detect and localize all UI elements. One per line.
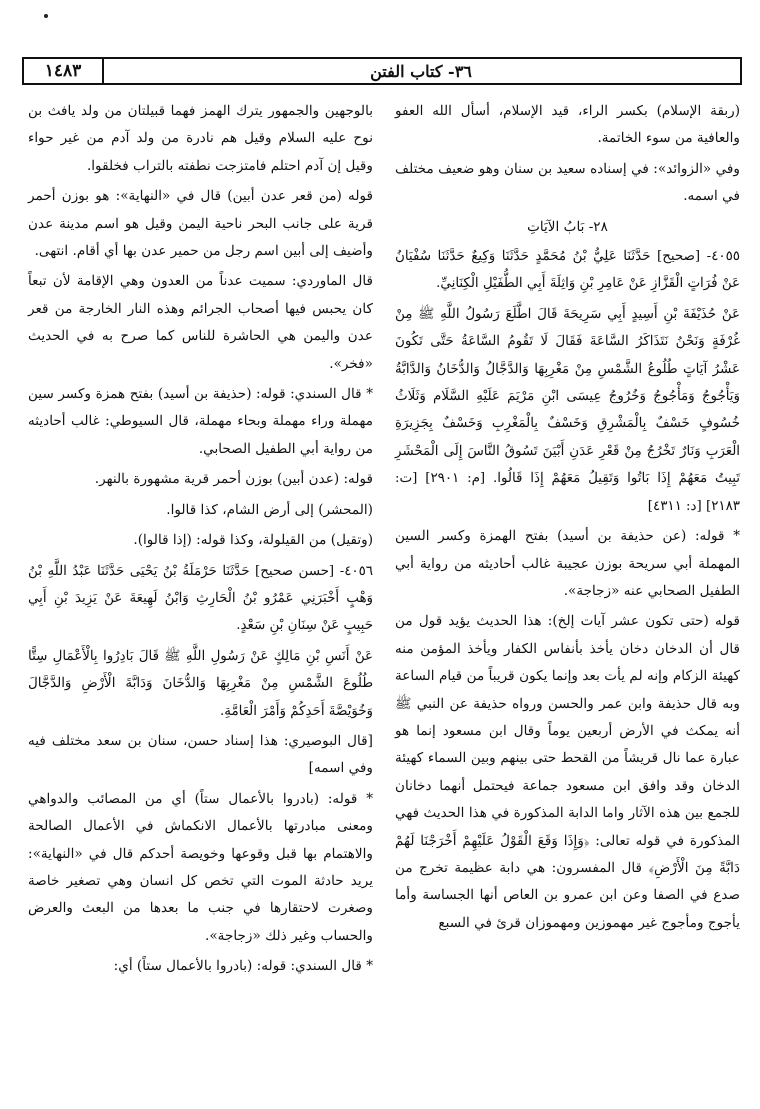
paragraph-taqil: (وتقيل) من القيلولة، وكذا قوله: (إذا قالوا). <box>133 532 373 549</box>
paragraph-sindi: * قال السندي: قوله: (حذيفة بن أسيد) بفتح همزة وكسر سين مهملة وراء مهملة وبحاء مهملة، قال السيوطي: غالب أحاديثه من رواية أبي الطفيل الصحابي. <box>28 386 373 457</box>
paragraph-zawaid: وفي «الزوائد»: في إسناده سعيد بن سنان وهو ضعيف مختلف في اسمه. <box>395 160 740 205</box>
chapter-title: ٣٦- كتاب الفتن <box>370 61 472 81</box>
paragraph-ribqa: (ربقة الإسلام) بكسر الراء، قيد الإسلام، أسأل الله العفو والعافية من سوء الخاتمة. <box>395 103 740 147</box>
right-column <box>395 98 740 940</box>
paragraph-busiri: [قال البوصيري: هذا إسناد حسن، سنان بن سعد مختلف فيه وفي اسمه] <box>28 732 373 777</box>
section-heading-ayat: ٢٨- بَابُ الآيَاتِ <box>527 218 608 235</box>
paragraph-aden-note: قوله: (عدن أبين) بوزن أحمر قرية مشهورة بالنهر. <box>94 471 373 488</box>
commentary-baadiru: * قوله: (بادروا بالأعمال ستاً) أي من المصائب والدواهي ومعنى مبادرتها بالأعمال الانكماش في الأعمال الصالحة والاهتمام بها قبل وقوعها وخويصة أحدكم قال في «النهاية»: يريد حادثة الموت التي تخص كل انسان وهي تصغير خاصة وصغرت لاحتقارها في جنب ما بعدها من البعث والعرض والحساب وغير ذلك «زجاجة». <box>28 790 373 944</box>
paragraph-sindi-end: * قال السندي: قوله: (بادروا بالأعمال ستاً) أي: <box>113 958 373 975</box>
hadith-4055-matn: عَنْ حُذَيْفَةَ بْنِ أَسِيدٍ أَبِي سَرِيحَةَ قَالَ اطَّلَعَ رَسُولُ اللَّهِ ﷺ مِنْ غُرْفَةٍ وَنَحْنُ نَتَذَاكَرُ السَّاعَةَ فَقَالَ لَا تَقُومُ السَّاعَةُ حَتَّى تَكُونَ عَشْرُ آيَاتٍ طُلُوعُ الشَّمْسِ مِنْ مَغْرِبِهَا وَالدَّجَّالُ وَالدُّخَانُ وَالدَّابَّةُ وَيَأْجُوجُ وَمَأْجُوجُ وَخُرُوجُ عِيسَى ابْنِ مَرْيَمَ عَلَيْهِ السَّلَام وَثَلَاثُ خُسُوفٍ خَسْفٌ بِالْمَشْرِقِ وَخَسْفٌ بِالْمَغْرِبِ وَخَسْفٌ بِجَزِيرَةِ الْعَرَبِ وَنَارٌ تَخْرُجُ مِنْ قَعْرِ عَدَنِ أَبْيَنَ تَسُوقُ النَّاسَ إِلَى الْمَحْشَرِ تَبِيتُ مَعَهُمْ إِذَا بَاتُوا وَتَقِيلُ مَعَهُمْ إِذَا قَالُوا. [م: ٢٩٠١] [ت: ٢١٨٣] [د: ٤٣١١] <box>395 306 740 514</box>
page-speck <box>44 14 48 18</box>
hadith-4055-isnad: ٤٠٥٥- [صحيح] حَدَّثَنَا عَلِيُّ بْنُ مُحَمَّدٍ حَدَّثَنَا وَكِيعٌ حَدَّثَنَا سُفْيَانُ عَنْ فُرَاتٍ الْقَزَّازِ عَنْ عَامِرِ بْنِ وَاثِلَةَ أَبِي الطُّفَيْلِ الْكِنَانِيِّ. <box>395 249 740 292</box>
running-header <box>22 57 742 85</box>
paragraph-aden-abyan: قوله (من قعر عدن أبين) قال في «النهاية»: هو بوزن أحمر قرية على جانب البحر ناحية اليمن وقيل هو اسم مدينة عدن وأضيف إلى أبين اسم رجل من حمير عدن بها أي أقام. انتهى. <box>28 188 373 260</box>
page-number: ١٤٨٣ <box>24 59 104 83</box>
left-column <box>28 98 373 984</box>
hadith-4056-matn: عَنْ أَنَسِ بْنِ مَالِكٍ عَنْ رَسُولِ اللَّهِ ﷺ قَالَ بَادِرُوا بِالْأَعْمَالِ سِتًّا طُلُوعَ الشَّمْسِ مِنْ مَغْرِبِهَا وَالدُّخَانَ وَدَابَّةَ الْأَرْضِ وَالدَّجَّالَ وَخُوَيْصَّةَ أَحَدِكُمْ وَأَمْرَ الْعَامَّةِ. <box>28 648 373 719</box>
paragraph-mawardi: قال الماوردي: سميت عدناً من العدون وهي الإقامة لأن تبعاً كان يحبس فيها أصحاب الجرائم وهذه النار الخارجة من قعر عدن واليمن هي الحاشرة للناس كما صرح به في الحديث «فخر». <box>28 273 373 372</box>
commentary-ten-signs: قوله (حتى تكون عشر آيات إلخ): هذا الحديث يؤيد قول من قال أن الدخان دخان يأخذ بأنفاس الكفار ويأخذ المؤمن منه كهيئة الزكام وإنه لم يأت بعد وإنما يكون قريباً من قيام الساعة وبه قال حذيفة وابن عمر والحسن ورواه حذيفة عن النبي ﷺ أنه يمكث في الأرض أربعين يوماً وقال ابن مسعود إنما هو عبارة عما نال قريشاً من القحط حتى بينهم وبين السماء كهيئة الدخان وقد وافق ابن مسعود جماعة فيحتمل أنهما دخانان للجمع بين هذه الآثار واما الدابة المذكورة في هذا الحديث فهي المذكورة في قوله تعالى: ﴿وَإِذَا وَقَعَ الْقَوْلُ عَلَيْهِمْ أَخْرَجْنَا لَهُمْ دَابَّةً مِنَ الْأَرْضِ﴾ قال المفسرون: هي دابة عظيمة تخرج من صدع في الصفا وعن ابن عمرو بن العاص أنها الجساسة وأما يأجوج ومأجوج غير مهموزين ومهموزان قرئ في السبع <box>395 613 741 931</box>
hadith-4056-isnad: ٤٠٥٦- [حسن صحيح] حَدَّثَنَا حَرْمَلَةُ بْنُ يَحْيَى حَدَّثَنَا عَبْدُ اللَّهِ بْنُ وَهْبٍ أَخْبَرَنِي عَمْرُو بْنُ الْحَارِثِ وَابْنُ لَهِيعَةَ عَنْ يَزِيدَ بْنِ أَبِي حَبِيبٍ عَنْ سِنَانِ بْنِ سَعْدٍ. <box>28 563 373 634</box>
paragraph-mahshar: (المحشر) إلى أرض الشام، كذا قالوا. <box>166 501 373 518</box>
commentary-hudhayfa: * قوله: (عن حذيفة بن أسيد) بفتح الهمزة وكسر السين المهملة أبي سريحة بوزن عجيبة غالب أحاديثه من رواية أبي الطفيل الصحابي عنه «زجاجة». <box>395 528 740 599</box>
paragraph-yajuj: بالوجهين والجمهور يترك الهمز فهما قبيلتان من ولد يافث بن نوح عليه السلام وقيل هم نادرة من ولد آدم من غير حواء وقيل إن آدم احتلم فامتزجت نطفته بالتراب فخلقوا. <box>28 103 373 174</box>
